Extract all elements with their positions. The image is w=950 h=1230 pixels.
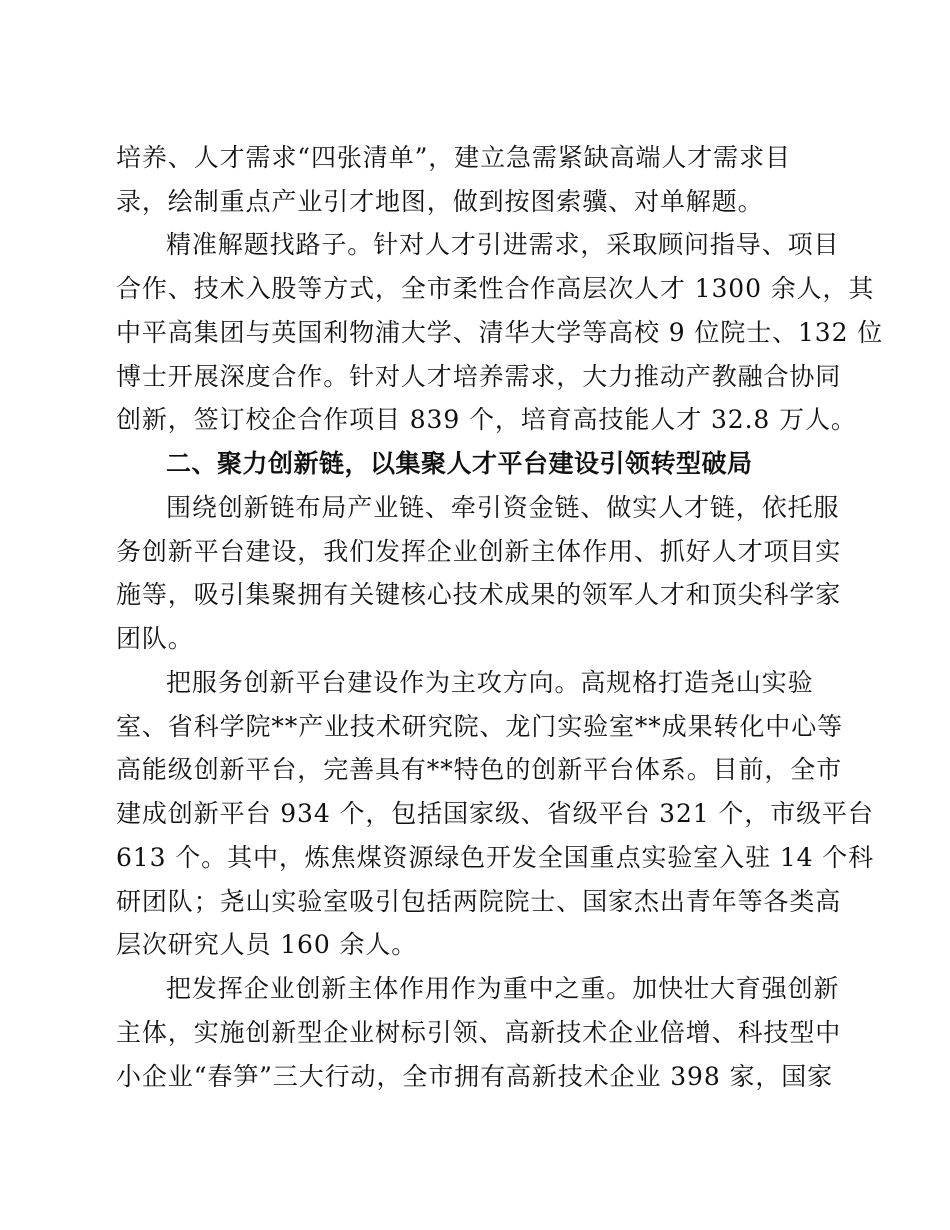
body-text-line: 高能级创新平台，完善具有**特色的创新平台体系。目前，全市 <box>116 755 843 784</box>
body-text-line: 层次研究人员 160 余人。 <box>116 930 418 959</box>
body-text-line: 围绕创新链布局产业链、牵引资金链、做实人才链，依托服 <box>166 493 840 522</box>
body-text-line: 613 个。其中，炼焦煤资源绿色开发全国重点实验室入驻 14 个科 <box>116 843 875 872</box>
body-text-line: 录，绘制重点产业引才地图，做到按图索骥、对单解题。 <box>116 187 764 216</box>
body-text-line: 团队。 <box>116 624 194 653</box>
body-text-line: 精准解题找路子。针对人才引进需求，采取顾问指导、项目 <box>166 230 840 259</box>
body-text-line: 培养、人才需求“四张清单”，建立急需紧缺高端人才需求目 <box>116 143 791 172</box>
section-heading: 二、聚力创新链，以集聚人才平台建设引领转型破局 <box>166 449 753 478</box>
body-text-line: 把发挥企业创新主体作用作为重中之重。加快壮大育强创新 <box>166 974 840 1003</box>
body-text-line: 把服务创新平台建设作为主攻方向。高规格打造尧山实验 <box>166 668 814 697</box>
body-text-line: 研团队；尧山实验室吸引包括两院院士、国家杰出青年等各类高 <box>116 887 842 916</box>
body-text-line: 合作、技术入股等方式，全市柔性合作高层次人才 1300 余人，其 <box>116 274 875 303</box>
body-text-line: 小企业“春笋”三大行动，全市拥有高新技术企业 398 家，国家 <box>116 1062 834 1091</box>
body-text-line: 中平高集团与英国利物浦大学、清华大学等高校 9 位院士、132 位 <box>116 318 884 347</box>
body-text-line: 务创新平台建设，我们发挥企业创新主体作用、抓好人才项目实 <box>116 537 842 566</box>
body-text-line: 创新，签订校企合作项目 839 个，培育高技能人才 32.8 万人。 <box>116 405 857 434</box>
body-text-line: 室、省科学院**产业技术研究院、龙门实验室**成果转化中心等 <box>116 712 844 741</box>
body-text-line: 建成创新平台 934 个，包括国家级、省级平台 321 个，市级平台 <box>116 799 874 828</box>
body-text-line: 施等，吸引集聚拥有关键核心技术成果的领军人才和顶尖科学家 <box>116 580 842 609</box>
body-text-line: 主体，实施创新型企业树标引领、高新技术企业倍增、科技型中 <box>116 1018 842 1047</box>
body-text-line: 博士开展深度合作。针对人才培养需求，大力推动产教融合协同 <box>116 362 842 391</box>
